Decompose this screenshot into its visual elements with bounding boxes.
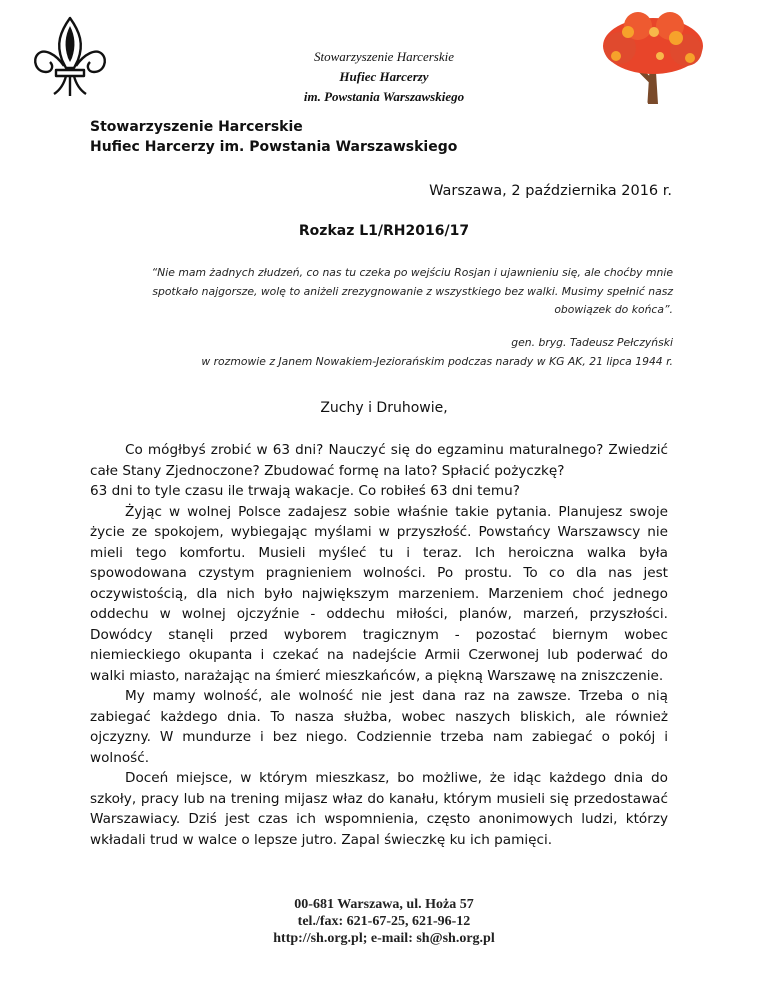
letterhead-line-3: im. Powstania Warszawskiego bbox=[303, 89, 465, 104]
footer-phone: tel./fax: 621-67-25, 621-96-12 bbox=[297, 914, 471, 929]
body-paragraph: Co mógłbyś zrobić w 63 dni? Nauczyć się do egzaminu maturalnego? Zwiedzić całe Stany Zjednoczone? Zbudować formę na lato? Spłacić pożyczkę? bbox=[90, 442, 668, 479]
footer bbox=[0, 896, 768, 947]
body-paragraph: My mamy wolność, ale wolność nie jest dana raz na zawsze. Trzeba o nią zabiegać każdego dnia. To nasza służba, wobec naszych bliskich, ale również ojczyzny. W mundurze i bez niego. Codziennie trzeba nam zabiegać o pokój i wolność. bbox=[90, 688, 668, 766]
order-title: Rozkaz L1/RH2016/17 bbox=[298, 223, 470, 239]
footer-web-email: http://sh.org.pl; e-mail: sh@sh.org.pl bbox=[273, 931, 495, 946]
greeting: Zuchy i Druhowie, bbox=[320, 400, 448, 416]
body-paragraph: 63 dni to tyle czasu ile trwają wakacje. Co robiłeś 63 dni temu? bbox=[90, 483, 520, 499]
quote-line: spotkało najgorsze, wolę to aniżeli zrezygnowanie z wszystkiego bez walki. Musimy spełnić nasz bbox=[152, 284, 673, 298]
footer-address: 00-681 Warszawa, ul. Hoża 57 bbox=[294, 897, 474, 912]
quote-context: w rozmowie z Janem Nowakiem-Jeziorańskim podczas narady w KG AK, 21 lipca 1944 r. bbox=[201, 354, 673, 368]
quote-author: gen. bryg. Tadeusz Pełczyński bbox=[511, 336, 673, 349]
red-tree-icon bbox=[598, 12, 708, 104]
quote-line: obowiązek do końca”. bbox=[554, 303, 673, 316]
letter-body bbox=[90, 440, 668, 850]
body-paragraph: Żyjąc w wolnej Polsce zadajesz sobie właśnie takie pytania. Planujesz swoje życie ze spokojem, wybiegając myślami w przyszłość. Powstańcy Warszawscy nie mieli tego komfortu. Musieli myśleć tu i teraz. Ich heroiczna walka była spowodowana czystym pragnieniem wolności. Po prostu. To co dla nas jest oczywistością, dla nich było największym marzeniem. Marzeniem choć jednego oddechu w wolnej ojczyźnie - oddechu miłości, planów, marzeń, przyszłości. Dowódcy stanęli przed wyborem tragicznym - pozostać biernym wobec niemieckiego okupanta i czekać na nadejście Armii Czerwonej lub poderwać do walki miasto, narażając na śmierć mieszkańców, a piękną Warszawę na zniszczenie. bbox=[90, 503, 668, 684]
quote-attribution bbox=[100, 334, 673, 371]
organization-name: Stowarzyszenie Harcerskie bbox=[90, 119, 303, 135]
epigraph-quote bbox=[100, 264, 673, 320]
letter-date: Warszawa, 2 października 2016 r. bbox=[429, 183, 672, 199]
organization-unit: Hufiec Harcerzy im. Powstania Warszawskiego bbox=[90, 139, 458, 155]
body-paragraph: Doceń miejsce, w którym mieszkasz, bo możliwe, że idąc każdego dnia do szkoły, pracy lub na trening mijasz właz do kanału, którym musieli się przedostawać Warszawiacy. Dziś jest czas ich wspomnienia, często anonimowych ludzi, którzy wkładali trud w walce o lepsze jutro. Zapal świeczkę ku ich pamięci. bbox=[90, 770, 668, 848]
letterhead-line-2: Hufiec Harcerzy bbox=[339, 69, 429, 84]
quote-line: “Nie mam żadnych złudzeń, co nas tu czeka po wejściu Rosjan i ujawnieniu się, ale choćby mnie bbox=[151, 266, 673, 279]
organization-block bbox=[90, 117, 457, 157]
letterhead-line-1: Stowarzyszenie Harcerskie bbox=[314, 49, 454, 64]
